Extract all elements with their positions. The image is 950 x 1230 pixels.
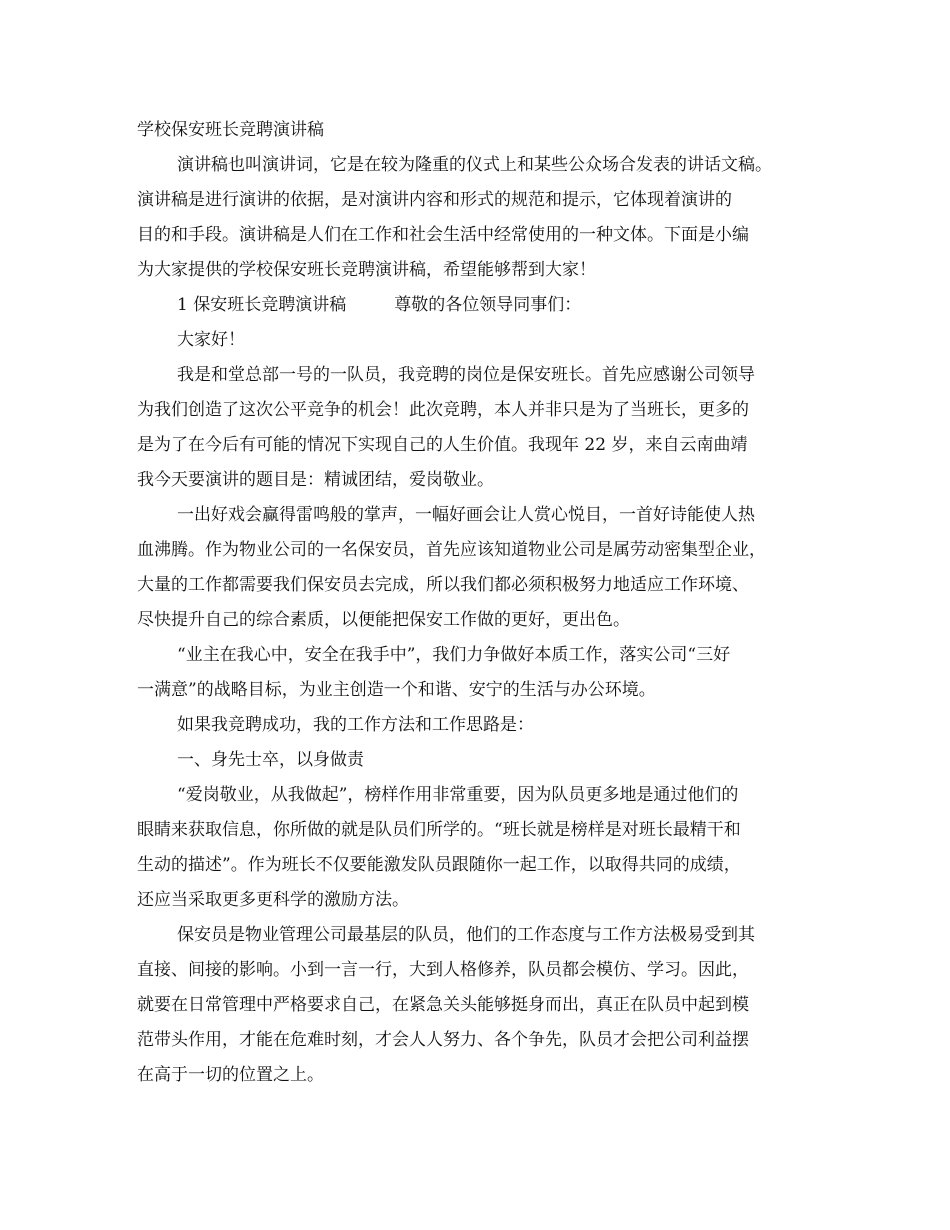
paragraph-line: 大量的工作都需要我们保安员去完成，所以我们都必须积极努力地适应工作环境、 — [137, 575, 749, 595]
paragraph-line: 保安员是物业管理公司最基层的队员，他们的工作态度与工作方法极易受到其 — [177, 925, 755, 945]
paragraph-line: 一出好戏会赢得雷鸣般的掌声，一幅好画会让人赏心悦目，一首好诗能使人热 — [177, 505, 755, 525]
paragraph-line: 演讲稿也叫演讲词，它是在较为隆重的仪式上和某些公众场合发表的讲话文稿。 — [177, 155, 772, 175]
paragraph-line: 一满意”的战略目标，为业主创造一个和谐、安宁的生活与办公环境。 — [137, 680, 656, 700]
paragraph-line: 我是和堂总部一号的一队员，我竞聘的岗位是保安班长。首先应感谢公司领导 — [177, 365, 755, 385]
subheading-line: 一、身先士卒，以身做责 — [177, 750, 364, 770]
section-heading-line — [177, 291, 581, 319]
paragraph-line: “业主在我心中，安全在我手中”，我们力争做好本质工作，落实公司“三好 — [177, 645, 731, 665]
paragraph-line: 血沸腾。作为物业公司的一名保安员，首先应该知道物业公司是属劳动密集型企业， — [137, 540, 766, 560]
paragraph-line: 为我们创造了这次公平竞争的机会！此次竞聘，本人并非只是为了当班长，更多的 — [137, 400, 749, 420]
paragraph-line: 还应当采取更多更科学的激励方法。 — [137, 890, 409, 910]
paragraph-line: 如果我竞聘成功，我的工作方法和工作思路是： — [177, 715, 534, 735]
paragraph-line: “爱岗敬业，从我做起”，榜样作用非常重要，因为队员更多地是通过他们的 — [177, 785, 739, 805]
paragraph-line: 生动的描述”。作为班长不仅要能激发队员跟随你一起工作，以取得共同的成绩， — [137, 855, 741, 875]
salutation: 尊敬的各位领导同事们： — [394, 295, 582, 315]
paragraph-line: 直接、间接的影响。小到一言一行，大到人格修养，队员都会模仿、学习。因此， — [137, 960, 749, 980]
paragraph-line: 目的和手段。演讲稿是人们在工作和社会生活中经常使用的一种文体。下面是小编 — [137, 225, 749, 245]
paragraph-line: 尽快提升自己的综合素质，以便能把保安工作做的更好，更出色。 — [137, 610, 630, 630]
paragraph-line: 在高于一切的位置之上。 — [137, 1065, 324, 1085]
section-heading: 1 保安班长竞聘演讲稿 — [177, 295, 347, 315]
paragraph-line: 演讲稿是进行演讲的依据，是对演讲内容和形式的规范和提示，它体现着演讲的 — [137, 190, 732, 210]
paragraph-line: 范带头作用，才能在危难时刻，才会人人努力、各个争先，队员才会把公司利益摆 — [137, 1030, 749, 1050]
paragraph-line: 为大家提供的学校保安班长竞聘演讲稿，希望能够帮到大家！ — [137, 260, 596, 280]
paragraph-line: 我今天要演讲的题目是：精诚团结，爱岗敬业。 — [137, 470, 494, 490]
paragraph-line: 就要在日常管理中严格要求自己，在紧急关头能够挺身而出，真正在队员中起到模 — [137, 995, 749, 1015]
paragraph-line: 眼睛来获取信息，你所做的就是队员们所学的。“班长就是榜样是对班长最精干和 — [137, 820, 741, 840]
paragraph-line: 是为了在今后有可能的情况下实现自己的人生价值。我现年 22 岁，来自云南曲靖 — [137, 435, 748, 455]
document-title: 学校保安班长竞聘演讲稿 — [137, 120, 324, 140]
greeting-line: 大家好！ — [177, 330, 245, 350]
